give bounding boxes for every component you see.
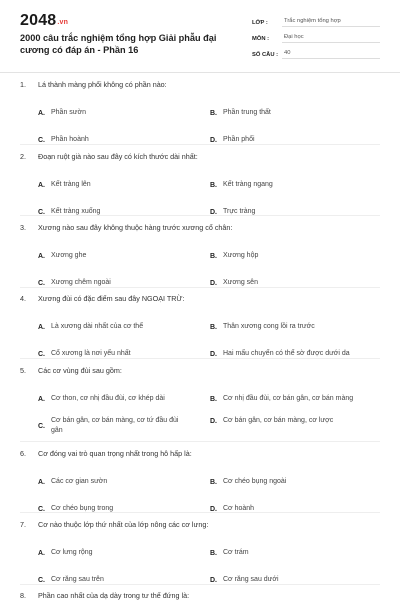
- question-number: 8.: [20, 591, 26, 600]
- option-text: Thân xương cong lồi ra trước: [223, 323, 315, 330]
- answer-option[interactable]: [38, 322, 203, 332]
- answer-option[interactable]: [210, 416, 382, 426]
- option-text: Cơ chéo bụng ngoài: [223, 478, 287, 485]
- option-letter: A.: [38, 478, 45, 486]
- info-key: LỚP :: [252, 20, 268, 26]
- option-text: Xương chêm ngoài: [51, 279, 111, 286]
- option-letter: C.: [38, 422, 45, 430]
- option-letter: A.: [38, 323, 45, 331]
- answer-option[interactable]: [38, 394, 203, 404]
- answer-option[interactable]: [210, 180, 382, 190]
- answer-option[interactable]: [38, 180, 203, 190]
- option-text: Cơ trám: [223, 549, 249, 556]
- option-letter: D.: [210, 136, 217, 144]
- option-letter: A.: [38, 395, 45, 403]
- question-divider: [20, 144, 380, 145]
- option-letter: D.: [210, 417, 217, 425]
- option-text: Phần sườn: [51, 109, 86, 116]
- option-letter: D.: [210, 505, 217, 513]
- info-row-class: [252, 14, 380, 27]
- option-text: Hai mấu chuyển có thể sờ được dưới da: [223, 350, 350, 357]
- question-text: [20, 294, 185, 303]
- option-text: Cơ bán gân, cơ bán màng, cơ lược: [223, 417, 334, 424]
- question-prompt: Đoạn ruột già nào sau đây có kích thước dài nhất:: [38, 152, 198, 161]
- question-prompt: Cơ đóng vai trò quan trọng nhất trong hô hấp là:: [38, 449, 192, 458]
- question-number: 5.: [20, 366, 26, 375]
- option-letter: D.: [210, 350, 217, 358]
- option-text: Cơ thon, cơ nhị đầu đùi, cơ khép dài: [51, 395, 165, 402]
- question-divider: [20, 441, 380, 442]
- option-text: Cơ lưng rộng: [51, 549, 93, 556]
- option-text: Cơ nhị đầu đùi, cơ bán gân, cơ bán màng: [223, 395, 354, 402]
- info-value: Đại học: [282, 34, 380, 43]
- option-text: Xương ghe: [51, 252, 87, 259]
- option-letter: A.: [38, 181, 45, 189]
- option-letter: D.: [210, 208, 217, 216]
- option-letter: A.: [38, 109, 45, 117]
- answer-option[interactable]: [210, 322, 382, 332]
- info-value: 40: [282, 50, 380, 59]
- option-letter: C.: [38, 208, 45, 216]
- option-text: Kết tràng xuống: [51, 208, 101, 215]
- question-number: 1.: [20, 80, 26, 89]
- option-letter: C.: [38, 136, 45, 144]
- question-text: [20, 366, 122, 375]
- info-key: MÔN :: [252, 36, 270, 42]
- question-text: [20, 591, 189, 600]
- option-letter: C.: [38, 279, 45, 287]
- option-text: Xương sên: [223, 279, 258, 286]
- option-text: Trực tràng: [223, 208, 256, 215]
- logo-main: 2048: [20, 12, 57, 29]
- option-text: Kết tràng ngang: [223, 181, 273, 188]
- answer-option[interactable]: [38, 251, 203, 261]
- page-header: [0, 0, 400, 72]
- option-text: Kết tràng lên: [51, 181, 91, 188]
- info-key: SỐ CÂU :: [252, 52, 279, 58]
- answer-option[interactable]: [38, 477, 203, 487]
- option-letter: B.: [210, 395, 217, 403]
- option-text: Cơ răng sau dưới: [223, 576, 279, 583]
- question-prompt: Phần cao nhất của dạ dày trong tư thế đứng là:: [38, 591, 190, 600]
- option-letter: B.: [210, 549, 217, 557]
- option-text: Các cơ gian sườn: [51, 478, 108, 485]
- document-info: [252, 14, 380, 62]
- info-row-count: [252, 46, 380, 59]
- option-letter: A.: [38, 252, 45, 260]
- question-number: 2.: [20, 152, 26, 161]
- answer-option[interactable]: [210, 548, 382, 558]
- question-number: 4.: [20, 294, 26, 303]
- answer-option[interactable]: [210, 394, 382, 404]
- answer-option[interactable]: [38, 108, 203, 118]
- option-letter: D.: [210, 279, 217, 287]
- option-text: Phần trung thất: [223, 109, 271, 116]
- question-number: 6.: [20, 449, 26, 458]
- logo-suffix: .vn: [57, 19, 69, 26]
- header-divider: [0, 72, 400, 73]
- question-prompt: Các cơ vùng đùi sau gồm:: [38, 366, 122, 375]
- question-divider: [20, 287, 380, 288]
- option-text: Cổ xương là nơi yếu nhất: [51, 350, 131, 357]
- site-logo[interactable]: [20, 12, 68, 30]
- document-title: 2000 câu trắc nghiệm tổng hợp Giải phẫu đại cương có đáp án - Phần 16: [20, 33, 217, 55]
- option-text: Là xương dài nhất của cơ thể: [51, 323, 144, 330]
- question-prompt: Cơ nào thuộc lớp thứ nhất của lớp nông các cơ lưng:: [38, 520, 209, 529]
- option-letter: A.: [38, 549, 45, 557]
- option-letter: B.: [210, 252, 217, 260]
- question-number: 7.: [20, 520, 26, 529]
- question-text: [20, 80, 167, 89]
- question-divider: [20, 358, 380, 359]
- question-prompt: Lá thành màng phổi không có phần nào:: [38, 80, 167, 89]
- option-text: Cơ răng sau trên: [51, 576, 104, 583]
- question-text: [20, 152, 198, 161]
- question-divider: [20, 215, 380, 216]
- option-letter: B.: [210, 478, 217, 486]
- info-row-subject: [252, 30, 380, 43]
- question-text: [20, 449, 192, 458]
- option-text: Phần phổi: [223, 136, 255, 143]
- option-letter: C.: [38, 350, 45, 358]
- answer-option[interactable]: [210, 108, 382, 118]
- option-text: Phần hoành: [51, 136, 89, 143]
- answer-option[interactable]: [210, 251, 382, 261]
- answer-option[interactable]: [38, 548, 203, 558]
- option-letter: C.: [38, 576, 45, 584]
- info-value: Trắc nghiệm tổng hợp: [282, 18, 380, 27]
- answer-option[interactable]: [210, 477, 382, 487]
- question-prompt: Xương đùi có đặc điểm sau đây NGOẠI TRỪ:: [38, 294, 185, 303]
- option-text: Cơ hoành: [223, 505, 255, 512]
- option-letter: B.: [210, 109, 217, 117]
- option-text: Xương hộp: [223, 252, 259, 259]
- question-divider: [20, 584, 380, 585]
- option-letter: B.: [210, 181, 217, 189]
- option-text: Cơ bán gân, cơ bán màng, cơ tứ đầu đùi gân: [51, 417, 179, 434]
- option-text: Cơ chéo bụng trong: [51, 505, 114, 512]
- question-text: [20, 223, 232, 232]
- option-letter: C.: [38, 505, 45, 513]
- option-letter: D.: [210, 576, 217, 584]
- question-number: 3.: [20, 223, 26, 232]
- question-text: [20, 520, 208, 529]
- answer-option[interactable]: [38, 416, 203, 436]
- option-letter: B.: [210, 323, 217, 331]
- question-divider: [20, 512, 380, 513]
- question-prompt: Xương nào sau đây không thuộc hàng trước xương cổ chân:: [38, 223, 233, 232]
